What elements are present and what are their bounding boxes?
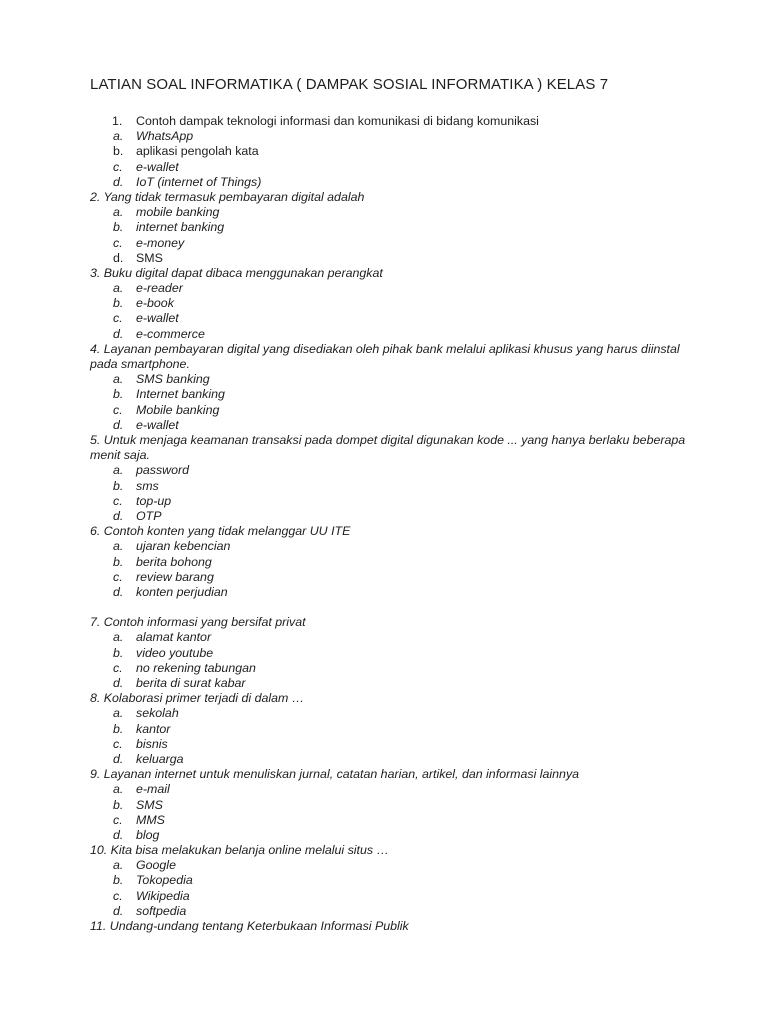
option-text: video youtube bbox=[136, 645, 214, 660]
option-marker: d. bbox=[113, 584, 124, 599]
answer-option bbox=[90, 889, 690, 904]
option-marker: c. bbox=[113, 159, 123, 174]
option-marker: a. bbox=[113, 463, 124, 478]
option-marker: d. bbox=[113, 508, 124, 523]
option-text: e-money bbox=[136, 235, 185, 250]
option-marker: b. bbox=[113, 220, 124, 235]
question-11: 11. Undang-undang tentang Keterbukaan Informasi Publik bbox=[90, 919, 409, 934]
option-text: sekolah bbox=[136, 706, 179, 721]
option-marker: c. bbox=[113, 812, 123, 827]
answer-option bbox=[90, 555, 690, 570]
question-1 bbox=[90, 114, 690, 129]
question-2: 2. Yang tidak termasuk pembayaran digital adalah bbox=[90, 189, 365, 204]
option-marker: d. bbox=[113, 250, 124, 265]
answer-option bbox=[90, 722, 690, 737]
blank-line bbox=[90, 600, 690, 615]
option-marker: d. bbox=[113, 174, 124, 189]
answer-option bbox=[90, 205, 690, 220]
answer-option bbox=[90, 873, 690, 888]
question-4: 4. Layanan pembayaran digital yang disediakan oleh pihak bank melalui aplikasi khusus yang harus diinstal pada smartphone. bbox=[90, 341, 680, 372]
option-text: review barang bbox=[136, 569, 214, 584]
answer-option bbox=[90, 509, 690, 524]
option-text: mobile banking bbox=[136, 205, 220, 220]
option-marker: b. bbox=[113, 645, 124, 660]
option-text: ujaran kebencian bbox=[136, 539, 231, 554]
option-text: sms bbox=[136, 478, 159, 493]
option-marker: a. bbox=[113, 630, 124, 645]
option-text: Internet banking bbox=[136, 387, 225, 402]
answer-option bbox=[90, 418, 690, 433]
question-number: 1. bbox=[112, 114, 123, 128]
question-5: 5. Untuk menjaga keamanan transaksi pada dompet digital digunakan kode ... yang hanya berlaku beberapa menit saja. bbox=[90, 432, 686, 463]
answer-option bbox=[90, 661, 690, 676]
option-text: password bbox=[136, 463, 190, 478]
option-marker: b. bbox=[113, 797, 124, 812]
option-text: aplikasi pengolah kata bbox=[136, 144, 259, 159]
option-text: bisnis bbox=[136, 736, 168, 751]
option-marker: c. bbox=[113, 311, 123, 326]
option-text: e-commerce bbox=[136, 326, 205, 341]
question-8: 8. Kolaborasi primer terjadi di dalam … bbox=[90, 691, 305, 706]
option-marker: b. bbox=[113, 873, 124, 888]
answer-option bbox=[90, 494, 690, 509]
option-text: top-up bbox=[136, 493, 172, 508]
option-text: WhatsApp bbox=[136, 129, 194, 144]
answer-option bbox=[90, 311, 690, 326]
option-text: Tokopedia bbox=[136, 873, 193, 888]
answer-option bbox=[90, 539, 690, 554]
option-text: e-wallet bbox=[136, 417, 179, 432]
option-marker: b. bbox=[113, 144, 124, 159]
answer-option bbox=[90, 160, 690, 175]
answer-option bbox=[90, 630, 690, 645]
option-marker: d. bbox=[113, 676, 124, 690]
option-text: e-wallet bbox=[136, 159, 179, 174]
answer-option bbox=[90, 904, 690, 919]
option-text: berita di surat kabar bbox=[136, 676, 246, 690]
option-marker: c. bbox=[113, 235, 123, 250]
answer-option bbox=[90, 782, 690, 797]
option-marker: d. bbox=[113, 417, 124, 432]
option-text: berita bohong bbox=[136, 554, 212, 569]
answer-option bbox=[90, 676, 690, 691]
option-text: kantor bbox=[136, 721, 171, 736]
answer-option bbox=[90, 646, 690, 661]
option-text: e-wallet bbox=[136, 311, 179, 326]
option-text: e-reader bbox=[136, 281, 183, 296]
option-marker: c. bbox=[113, 402, 123, 417]
option-text: MMS bbox=[136, 812, 165, 827]
option-marker: a. bbox=[113, 205, 124, 220]
option-marker: a. bbox=[113, 129, 124, 144]
option-text: Mobile banking bbox=[136, 402, 220, 417]
option-text: Wikipedia bbox=[136, 888, 190, 903]
option-text: Google bbox=[136, 858, 176, 873]
option-text: SMS bbox=[136, 797, 163, 812]
answer-option bbox=[90, 387, 690, 402]
question-6: 6. Contoh konten yang tidak melanggar UU ITE bbox=[90, 524, 351, 539]
answer-option bbox=[90, 752, 690, 767]
option-marker: c. bbox=[113, 736, 123, 751]
option-marker: d. bbox=[113, 827, 124, 842]
option-marker: c. bbox=[113, 493, 123, 508]
question-10: 10. Kita bisa melakukan belanja online melalui situs … bbox=[90, 843, 389, 858]
option-marker: b. bbox=[113, 296, 124, 311]
question-3: 3. Buku digital dapat dibaca menggunakan perangkat bbox=[90, 265, 383, 280]
option-marker: c. bbox=[113, 660, 123, 675]
option-text: SMS bbox=[136, 250, 163, 265]
answer-option bbox=[90, 220, 690, 235]
question-7: 7. Contoh informasi yang bersifat privat bbox=[90, 615, 306, 630]
option-marker: a. bbox=[113, 539, 124, 554]
answer-option bbox=[90, 281, 690, 296]
answer-option bbox=[90, 296, 690, 311]
answer-option bbox=[90, 737, 690, 752]
option-marker: d. bbox=[113, 903, 124, 918]
option-text: softpedia bbox=[136, 903, 187, 918]
answer-option bbox=[90, 463, 690, 478]
question-list bbox=[90, 114, 690, 934]
answer-option bbox=[90, 706, 690, 721]
answer-option bbox=[90, 403, 690, 418]
option-text: no rekening tabungan bbox=[136, 660, 256, 675]
answer-option bbox=[90, 251, 690, 266]
option-text: e-mail bbox=[136, 782, 170, 797]
page-title: LATIAN SOAL INFORMATIKA ( DAMPAK SOSIAL INFORMATIKA ) KELAS 7 bbox=[90, 76, 609, 93]
option-text: alamat kantor bbox=[136, 630, 212, 645]
option-marker: b. bbox=[113, 721, 124, 736]
answer-option bbox=[90, 570, 690, 585]
option-marker: b. bbox=[113, 554, 124, 569]
option-marker: a. bbox=[113, 281, 124, 296]
option-marker: c. bbox=[113, 888, 123, 903]
option-marker: d. bbox=[113, 751, 124, 766]
option-marker: a. bbox=[113, 372, 124, 387]
option-marker: b. bbox=[113, 387, 124, 402]
option-text: blog bbox=[136, 827, 160, 842]
answer-option bbox=[90, 129, 690, 144]
option-text: keluarga bbox=[136, 751, 184, 766]
option-marker: b. bbox=[113, 478, 124, 493]
option-marker: d. bbox=[113, 326, 124, 341]
answer-option bbox=[90, 372, 690, 387]
answer-option bbox=[90, 585, 690, 600]
option-text: IoT (internet of Things) bbox=[136, 174, 262, 189]
option-marker: c. bbox=[113, 569, 123, 584]
question-text: Contoh dampak teknologi informasi dan komunikasi di bidang komunikasi bbox=[136, 114, 539, 128]
option-marker: a. bbox=[113, 782, 124, 797]
question-9: 9. Layanan internet untuk menuliskan jurnal, catatan harian, artikel, dan informasi lainnya bbox=[90, 767, 580, 782]
answer-option bbox=[90, 144, 690, 159]
answer-option bbox=[90, 236, 690, 251]
option-text: SMS banking bbox=[136, 372, 210, 387]
answer-option bbox=[90, 858, 690, 873]
answer-option bbox=[90, 813, 690, 828]
option-text: OTP bbox=[136, 508, 162, 523]
option-text: konten perjudian bbox=[136, 584, 228, 599]
answer-option bbox=[90, 175, 690, 190]
option-marker: a. bbox=[113, 706, 124, 721]
option-text: e-book bbox=[136, 296, 174, 311]
answer-option bbox=[90, 327, 690, 342]
answer-option bbox=[90, 798, 690, 813]
answer-option bbox=[90, 479, 690, 494]
answer-option bbox=[90, 828, 690, 843]
option-marker: a. bbox=[113, 858, 124, 873]
option-text: internet banking bbox=[136, 220, 225, 235]
